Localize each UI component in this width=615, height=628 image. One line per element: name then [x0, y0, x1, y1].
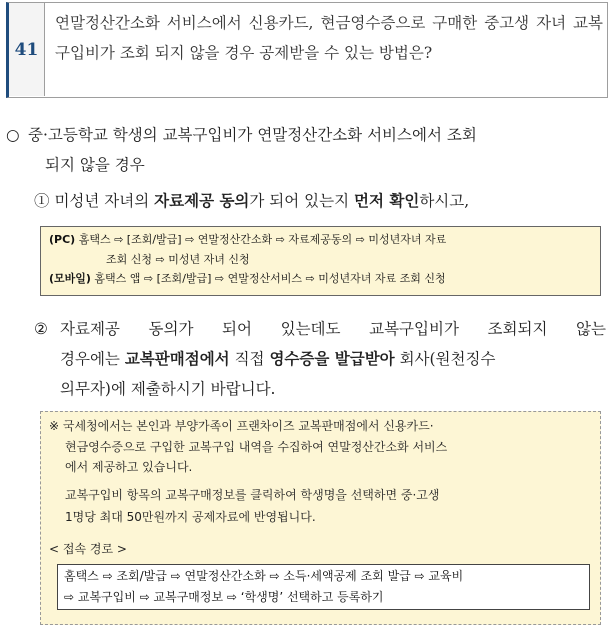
note-line-2: 현금영수증으로 구입한 교복구입 내역을 수집하여 연말정산간소화 서비스 — [65, 440, 448, 454]
pc-path-line-1 — [49, 230, 600, 250]
item-1-mid: 가 되어 있는지 — [249, 192, 355, 210]
pc-path-line-2: 조회 신청 ⇨ 미성년 자녀 신청 — [106, 252, 250, 266]
mobile-path-line — [49, 269, 600, 289]
item-2-bold-store: 교복판매점에서 — [124, 350, 230, 368]
route-line-1: 홈택스 ⇨ 조회/발급 ⇨ 연말정산간소화 ⇨ 소득·세액공제 조회 발급 ⇨ 교육비 — [64, 569, 464, 583]
item-1-bold-check: 먼저 확인 — [354, 192, 420, 210]
item-1 — [34, 186, 469, 216]
info-line-1: 교복구입비 항목의 교복구매정보를 클릭하여 학생명을 선택하면 중·고생 — [65, 488, 440, 502]
route-label: < 접속 경로 > — [49, 542, 127, 556]
intro-line-1: 중·고등학교 학생의 교복구입비가 연말정산간소화 서비스에서 조회 — [28, 126, 477, 144]
note-line-1: ※ 국세청에서는 본인과 부양가족이 프랜차이즈 교복판매점에서 신용카드· — [49, 419, 434, 433]
question-text: 연말정산간소화 서비스에서 신용카드, 현금영수증으로 구매한 중고생 자녀 교복구입비가 조회 되지 않을 경우 공제받을 수 있는 방법은? — [55, 14, 603, 62]
item-1-pre: 미성년 자녀의 — [54, 192, 155, 210]
mobile-path-text: 홈택스 앱 ⇨ [조회/발급] ⇨ 연말정산서비스 ⇨ 미성년자녀 자료 조회 신청 — [90, 272, 446, 285]
bullet-circle: ○ — [6, 126, 20, 144]
pc-path-text-1: 홈택스 ⇨ [조회/발급] ⇨ 연말정산간소화 ⇨ 자료제공동의 ⇨ 미성년자녀 자료 — [75, 233, 447, 246]
item-2-bold-receipt: 영수증을 발급받아 — [269, 350, 395, 368]
intro-line-2: 되지 않을 경우 — [45, 156, 145, 174]
item-2-line-3: 의무자)에 제출하시기 바랍니다. — [60, 380, 276, 398]
item-2-line-2-mid: 직접 — [229, 350, 270, 368]
info-line-2: 1명당 최대 50만원까지 공제자료에 반영됩니다. — [65, 510, 316, 524]
question-box — [6, 2, 608, 98]
route-line-2: ⇨ 교복구입비 ⇨ 교복구매정보 ⇨ ‘학생명’ 선택하고 등록하기 — [64, 590, 384, 604]
note-box — [40, 411, 601, 625]
item-2-line-2-pre: 경우에는 — [60, 350, 125, 368]
item-2-line-2 — [60, 344, 495, 374]
question-number: 41 — [9, 3, 45, 96]
item-2-line-1: 자료제공 동의가 되어 있는데도 교복구입비가 조회되지 않는 — [60, 320, 606, 338]
item-1-post: 하시고, — [419, 192, 470, 210]
pc-label: (PC) — [49, 233, 76, 246]
pc-mobile-path-box — [40, 226, 601, 296]
route-box — [57, 564, 590, 610]
item-1-bold-consent: 자료제공 동의 — [154, 192, 250, 210]
note-line-3: 에서 제공하고 있습니다. — [65, 460, 193, 474]
item-2-line-2-post: 회사(원천징수 — [394, 350, 496, 368]
item-1-marker: ① — [34, 192, 50, 210]
mobile-label: (모바일) — [49, 272, 91, 285]
item-2-marker: ② — [34, 320, 48, 338]
